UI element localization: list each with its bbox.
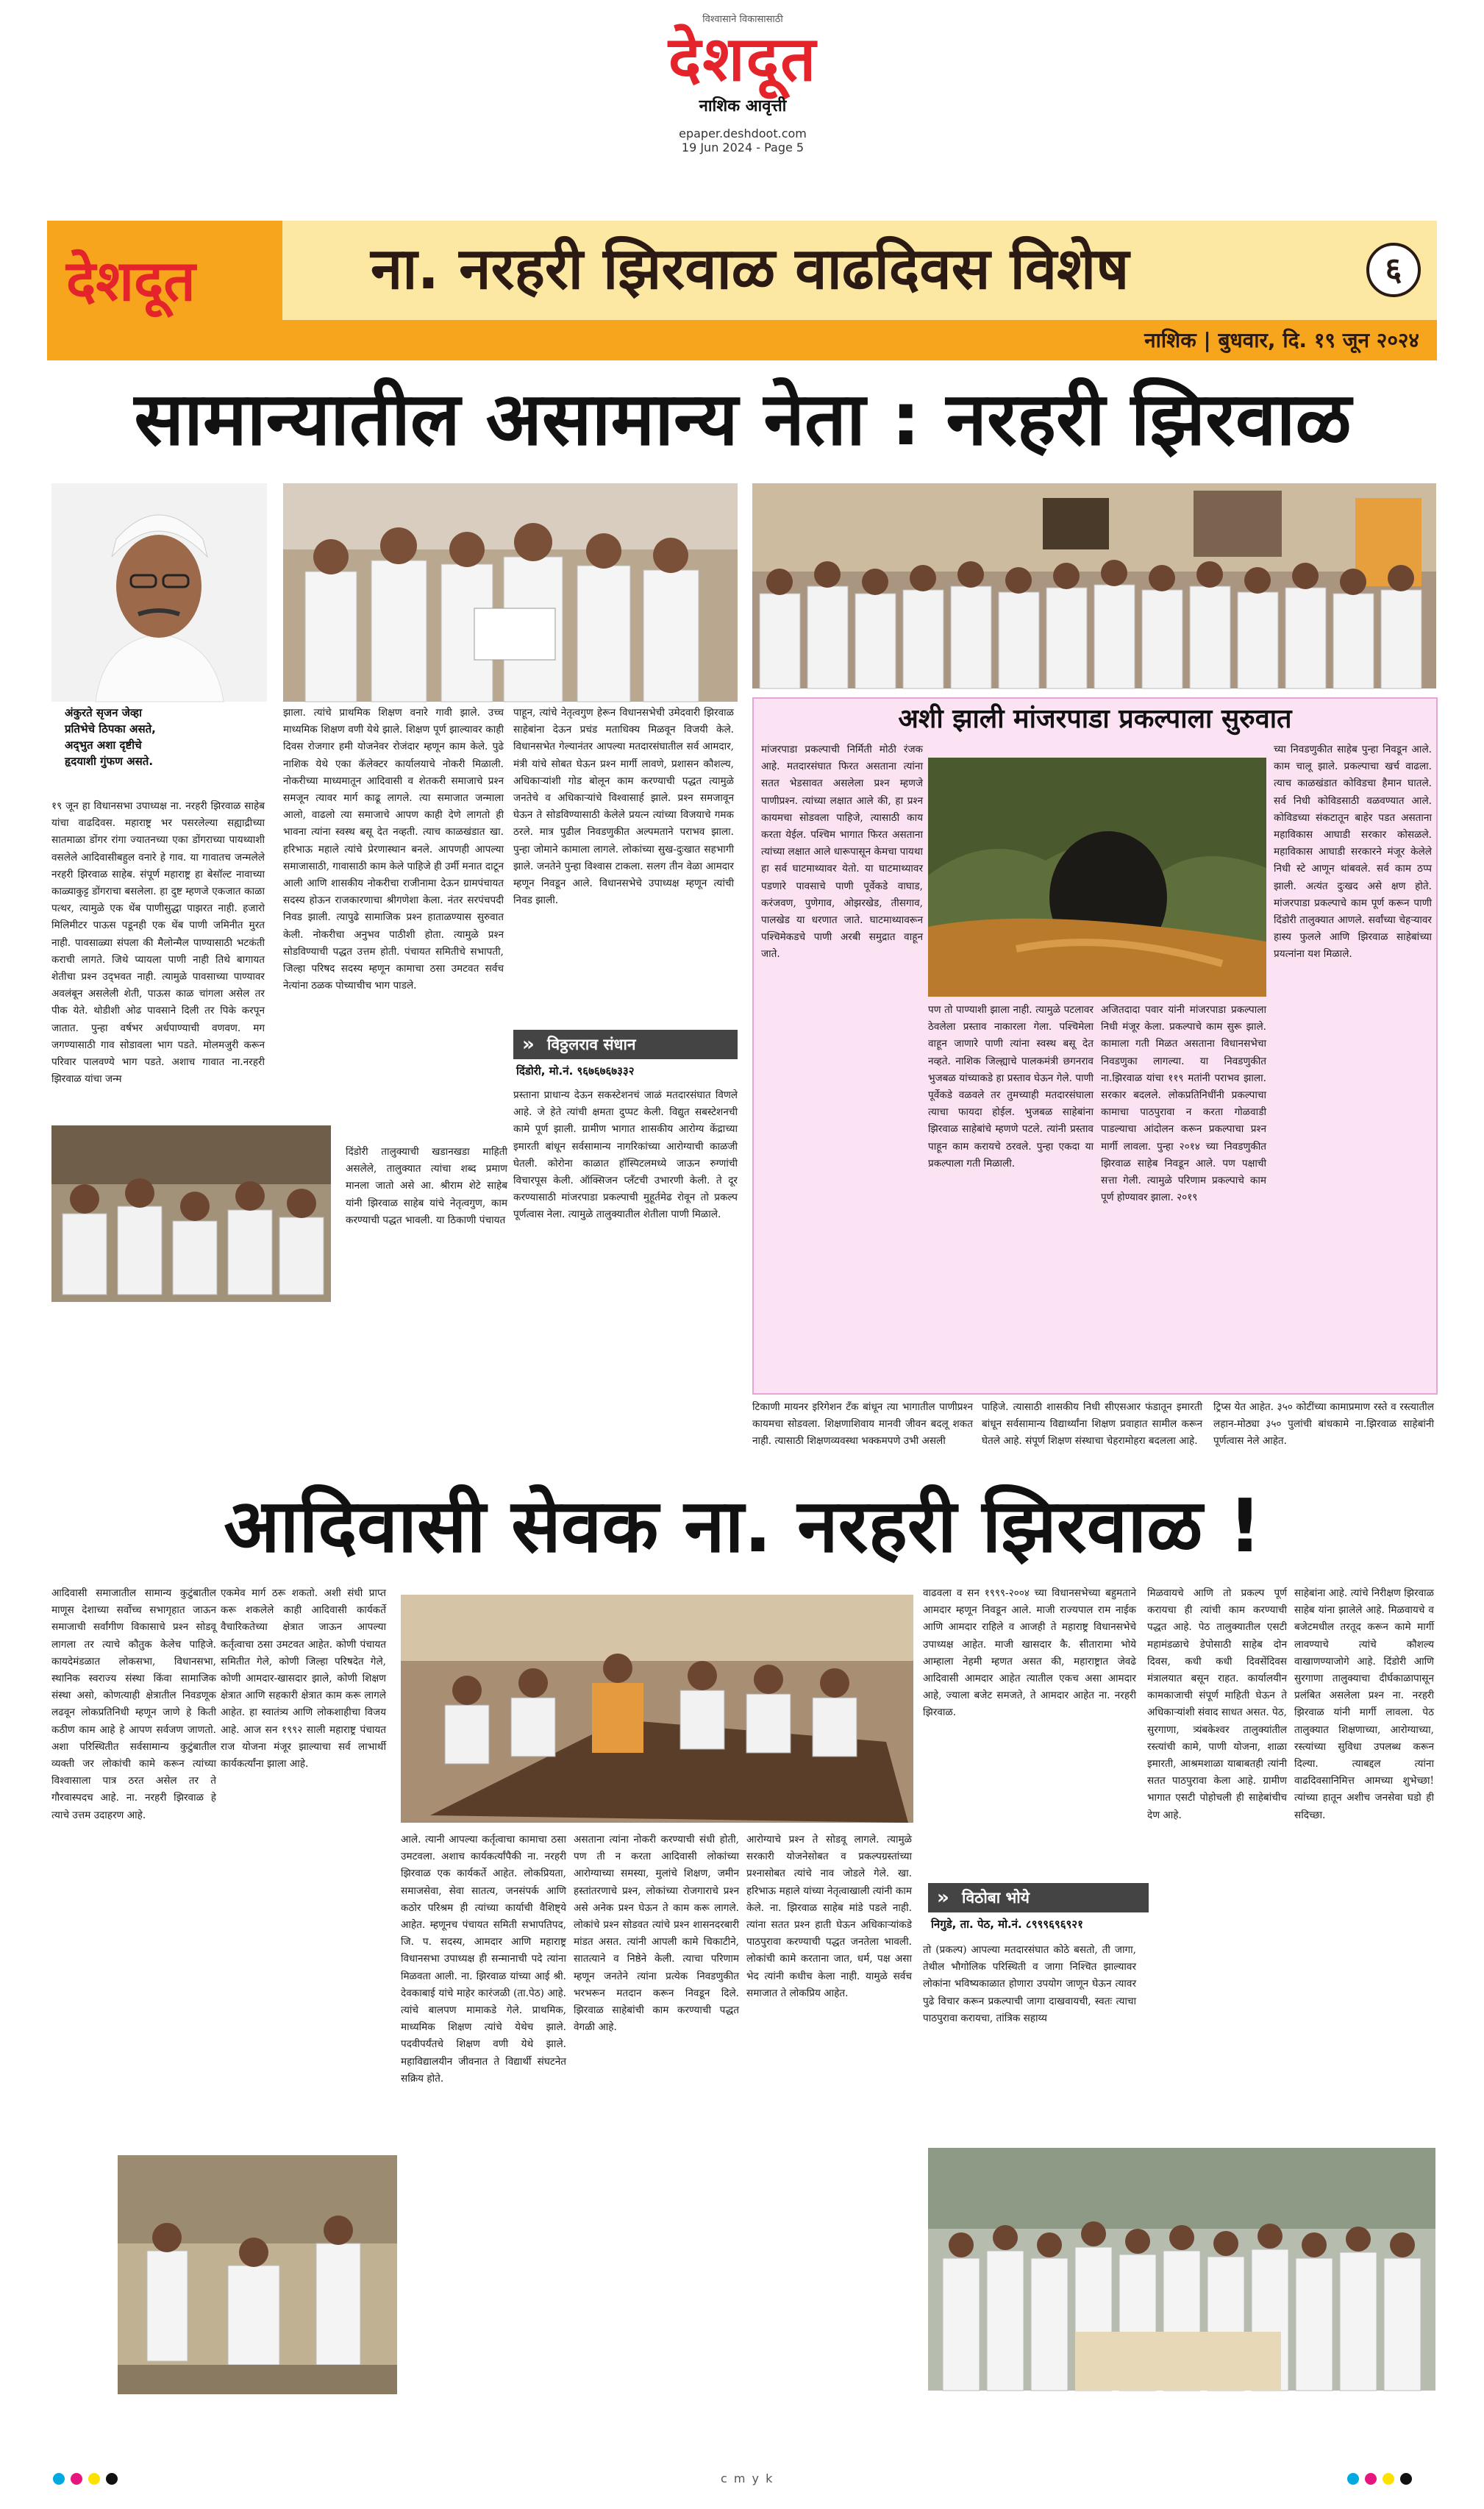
article1-text: १९ जून हा विधानसभा उपाध्यक्ष ना. नरहरी झिरवाळ साहेब यांचा वाढदिवस. महाराष्ट्र भर पसरलेल्या सह्याद्रीच्या सातमाळा डोंगर रांगा ज्यातनच्या एका डोंगराच्या पायथ्याशी वसलेले आदिवासीबहुल वनारे हे गाव. या गावातच जन्मलेले नरहरी झिरवाळ साहेब. संपूर्ण महाराष्ट्र हा बेसॉल्ट नावाच्या काळ्याकुट्ट डोंगराचा बसलेला. हा दुष्ट म्हणजे एकजात काळा पत्थर, त्यामुळे एक थेंब पाणीसुद्धा पाझरत नाही. हजारो मिलिमीटर पाऊस पडूनही एक थेंब पाणी जमिनीत मुरत नाही. पावसाळ्या संपला की मैलोन्मैल पाण्यासाठी भटकंती कराची लागते. जिथे प्यायला पाणी नाही तिथे बागायत शेतीचा प्रश्‍न उद्‌भवत नाही. त्यामुळे पावसाच्या पाण्यावर अवलंबून असलेली शेती, पाऊस काळ चांगला असेल तर पीक येते. थोडीशी ओढ पावसाने दिली तर पिके करपून जातात. पुन्हा वर्षभर अर्धपाण्याची वणवण. मग जगण्यासाठी गाव सोडावला भाग पडते. मोलमजुरी करून परिवार पालवण्ये भाग पडते. अशाच गावात ना.नरहरी झिरवाळ यांचा जन्म (51, 800, 265, 1086)
banner-dateline: नाशिक | बुधवार, दि. १९ जून २०२४ (1144, 328, 1419, 352)
color-dot-yellow (1383, 2473, 1394, 2485)
double-chevron-icon: » (937, 1887, 949, 1909)
article1-text: टिकाणी मायनर इरिगेशन टँक बांधून त्या भागातील पाणीप्रश्‍न कायमचा सोडवला. शिक्षणाशिवाय मानवी जीवन बदलू शकत नाही. त्यासाठी शिक्षणव्यवस्था भक्कमपणे उभी असली (752, 1401, 973, 1448)
box-col4 (1274, 741, 1432, 1389)
article1-col2 (283, 705, 504, 1124)
article2-col2 (221, 1585, 386, 1784)
article2-col7 (1147, 1585, 1287, 2144)
banner-logo: देशदूत (66, 248, 196, 313)
photo-tunnel (928, 758, 1266, 997)
masthead-logo: देशदूत (668, 22, 818, 95)
color-dot-black (106, 2473, 118, 2485)
byline-name: विठोबा भोये (962, 1889, 1030, 1907)
banner-title: ना. नरहरी झिरवाळ वाढदिवस विशेष (371, 236, 1130, 302)
color-dot-cyan (1347, 2473, 1359, 2485)
article2-col6a (923, 1585, 1136, 1879)
article2-col3 (401, 1832, 566, 2391)
article2-col6b (923, 1942, 1136, 2140)
article1-text: दिंडोरी तालुक्याची खडानखडा माहिती असलेले, तालुक्यात त्यांचा शब्द प्रमाण मानला जातो असे आ. श्रीराम शेटे साहेब यांनी झिरवाळ साहेब यांचे नेतृत्वगुण, काम करण्याची पद्धत भावली. या ठिकाणी पंचायत (346, 1146, 507, 1226)
article2-text: असताना त्यांना नोकरी करण्याची संधी होती, पण ती न करता आदिवासी लोकांच्या आरोग्याच्या समस्या, मुलांचे शिक्षण, जमीन हस्तांतरणाचे प्रश्‍न, लोकांच्या रोजगाराचे प्रश्‍न असे अनेक प्रश्‍न घेऊन ते काम करू लागले. लोकांचे प्रश्‍न सोडवत त्यांचे प्रश्‍न शासनदरबारी मांडत असत. त्यांनी आपली कामे चिकाटीने, सातत्याने व निष्ठेने केली. त्याचा परिणाम म्हणून जनतेने त्यांना प्रत्येक निवडणुकीत भरभरून मतदान करून निवडून दिले. झिरवाळ साहेबांची काम करण्याची पद्धत वेगळी आहे. (574, 1834, 739, 2034)
portrait-caption-line: अंकुरते सृजन जेव्हा (65, 706, 143, 719)
photo-villagers-meeting (51, 1125, 331, 1302)
article1-col3b (513, 1087, 738, 1455)
page-number: ६ (1385, 251, 1402, 288)
article2-text: तो (प्रकल्प) आपल्या मतदारसंघात कोठे बसतो, ती जागा, तेथील भौगोलिक परिस्थिती व जागा निश्चित झाल्यावर लोकांना भविष्यकाळात होणारा उपयोग जाणून घेऊन त्यावर पुढे विचार करून प्रकल्पाची जागा दाखवायची, स्वतः त्याचा पाठपुरावा करायचा, तांत्रिक सहाय्य (923, 1944, 1136, 2024)
byline-name-bar (513, 1030, 738, 1059)
cmyk-label: c m y k (721, 2471, 774, 2485)
byline-place: दिंडोरी, मो.नं. ९६७६७६७३३२ (516, 1064, 635, 1078)
color-dot-magenta (71, 2473, 82, 2485)
article1-text: ट्रिप्स येत आहेत. ३५० कोटींच्या कामाप्रमाण रस्ते व रस्त्यातील लहान-मोठ्या ३५० पुलांची बांधकामे ना.झिरवाळ साहेबांनी पूर्णत्वास नेले आहेत. (1213, 1401, 1434, 1448)
byline-name: विठ्ठलराव संधान (547, 1036, 636, 1053)
article2-text: आरोग्याचे प्रश्‍न ते सोडवू लागले. त्यामुळे सरकारी योजनेसोबत व प्रकल्पग्रस्तांच्या प्रश्‍नासोबत त्यांचे नाव जोडले गेले. खा. हरिभाऊ महाले यांच्या नेतृत्वाखाली त्यांनी काम केले. ना. झिरवाळ साहेब मांडे पडले नाही. त्यांना सतत प्रश्‍न हाती घेऊन अधिकाऱ्यांकडे पाठपुरावा करण्याची पद्धत जनतेला भावली. लोकांची कामे करताना जात, धर्म, पक्ष असा भेद त्यांनी कधीच केला नाही. यामुळे सर्वच समाजात ते लोकप्रिय आहेत. (746, 1834, 912, 1999)
article2-col5 (746, 1832, 912, 2391)
article2-text: साहेबांना आहे. त्यांचे निरीक्षण झिरवाळ साहेब यांना झालेले आहे. मिळवायचे व बजेटमधील तरतूद करून कामे मार्गी लावण्याचे त्यांचे कौशल्य वाखाणण्याजोगे आहे. दिंडोरी आणि सुरगाणा तालुक्याचा दीर्घकाळापासून प्रलंबित असलेला प्रश्‍न ना. नरहरी झिरवाळ यांनी मार्गी लावला. पेठ तालुक्यात शिक्षणाच्या, आरोग्याच्या, रस्त्यांच्या सुविधा उपलब्ध करून दिल्या. त्याबद्दल त्यांना वाढदिवसानिमित्त आमच्या शुभेच्छा! त्यांच्या हातून अशीच जनसेवा घडो ही सदिच्छा. (1294, 1587, 1434, 1821)
masthead-date-page: 19 Jun 2024 - Page 5 (681, 140, 805, 154)
article2-col1 (51, 1585, 216, 2152)
color-dot-yellow (88, 2473, 100, 2485)
article2-text: मिळवायचे आणि तो प्रकल्प पूर्ण करायचा ही त्यांची काम करण्याची पद्धत आहे. पेठ तालुक्यातील एसटी महामंडळाचे डेपोसाठी साहेब दोन दिवस, कधी कधी दिवसेंदिवस मंत्रालयात बसून राहत. कार्यालयीन कामकाजाची संपूर्ण माहिती घेऊन ते अधिकाऱ्यांशी संवाद साधत असत. पेठ, सुरगाणा, त्र्यंबकेश्वर तालुक्यांतील रस्त्यांची कामे, पाणी योजना, शाळा इमारती, आश्रमशाळा याबाबतही त्यांनी सतत पाठपुरावा केला आहे. ग्रामीण भागात एसटी पोहोचली ही साहेबांचीच देण आहे. (1147, 1587, 1287, 1821)
box-text: मांजरपाडा प्रकल्पाची निर्मिती मोठी रंजक आहे. मतदारसंघात फिरत असताना त्यांना सतत भेडसावत असलेला प्रश्‍न म्हणजे पाणीप्रश्‍न. त्यांच्या लक्षात आले की, हा प्रश्‍न कायमचा सोडवला पाहिजे, त्यासाठी काय करता येईल. पश्चिम भागात फिरत असताना त्यांच्या लक्षात आले धारूपासून केमचा पायथा हा सर्व घाटमाथ्यावर येतो. या घाटमाथ्यावर पडणारे पावसाचे पाणी पूर्वेकडे वाघाड, करंजवण, पुणेगाव, ओझरखेड, तीसगाव, पालखेड या धरणात जाते. घाटमाथ्यावरून पश्चिमेकडचे पाणी अरबी समुद्रात वाहून जाते. (761, 744, 923, 961)
color-dot-cyan (53, 2473, 65, 2485)
portrait-caption (65, 705, 263, 769)
box-text: च्या निवडणुकीत साहेब पुन्हा निवडून आले. काम चालू झाले. प्रकल्पाचा खर्च वाढला. त्याच काळखंडात कोविडचा हैमान घातले. सर्व निधी कोविडसाठी वळवण्यात आले. कोविडच्या संकटातून बाहेर पडत असताना महाविकास आघाडी सरकार कोसळले. महाविकास आघाडी सरकारने मंजूर केलेले निधी स्टे आणून थांबवले. सर्व काम ठप्प झाली. अत्यंत दुःखद असे क्षण होते. मांजरपाडा प्रकल्पाचे काम पूर्ण करून पाणी दिंडोरी तालुक्यात आणले. सर्वांच्या चेहऱ्यावर हास्य फुलले आणि झिरवाळ साहेबांच्या प्रयत्नांना यश मिळाले. (1274, 744, 1432, 961)
byline-top (513, 1030, 738, 1086)
article2-text: वाढवला व सन १९९९-२००४ च्या विधानसभेच्या बहुमताने आमदार म्हणून निवडून आले. माजी राज्यपाल राम नाईक आणि आमदार राहिले व आजही ते महाराष्ट्र विधानसभेचे उपाध्यक्ष आहेत. माजी खासदार कै. सीतारामा भोये आम्हाला नेहमी म्हणत असत की, महाराष्ट्रात जेवढे आदिवासी आमदार आहेत त्यातील एकच असा आमदार आहे, ज्याला बजेट समजते, ते आमदार आहेत ना. नरहरी झिरवाळ. (923, 1587, 1136, 1719)
portrait-caption-line: प्रतिभेचे ठिपका असते, (65, 722, 156, 736)
portrait-caption-line: अद्‌भुत अशा दृष्टीचे (65, 739, 142, 752)
group-photo-meeting (283, 483, 738, 702)
photo-group-felicitation (928, 2148, 1435, 2391)
photo-conference-meeting (401, 1595, 913, 1823)
article2-col8 (1294, 1585, 1434, 2144)
masthead-tagline: विश्वासाने विकासासाठी (702, 14, 783, 25)
color-dot-black (1400, 2473, 1412, 2485)
article2-text: आले. त्यानी आपल्या कर्तृत्वाचा कामाचा ठसा उमटवला. अशाच कार्यकर्त्यांपैकी ना. नरहरी झिरवाळ एक कार्यकर्ते आहेत. लोकप्रियता, समाजसेवा, सेवा सातत्य, जनसंपर्क आणि कठोर परिश्रम ही त्यांच्या कार्याची वैशिष्ट्ये आहेत. म्हणूनच पंचायत समिती सभापतिपद, जि. प. सदस्य, आमदार आणि महाराष्ट्र विधानसभा उपाध्यक्ष ही सन्मानाची पदे त्यांना मिळवता आली. ना. झिरवाळ यांच्या आई श्री. देवकाबाई यांचे माहेर कारंजळी (ता.पेठ) आहे. त्यांचे बालपण मामाकडे गेले. प्राथमिक, माध्यमिक शिक्षण त्यांचे येथेच झाले. पदवीपर्यंतचे शिक्षण वणी येथे झाले. महाविद्यालयीन जीवनात ते विद्यार्थी संघटनेत सक्रिय होते. (401, 1834, 566, 2085)
masthead (515, 7, 971, 162)
banner-title-strip (282, 221, 1437, 320)
article1-col2b (346, 1144, 507, 1320)
article2-text: आदिवासी समाजातील सामान्य कुटुंबातील माणूस देशाच्या सर्वोच्च सभागृहात जाऊन समाजाची सर्वांगीण विकासाचे प्रश्‍न सोडवू लागला तर त्याचे कौतुक केलेच पाहिजे. कायदेमंडळात लोकसभा, विधानसभा, स्थानिक स्वराज्य संस्था किंवा सामाजिक संस्था असो, कोणत्याही क्षेत्रातील निवडणूक लढवून लोकप्रतिनिधी म्हणून जाणे हे किती कठीण काम आहे हे आपण सर्वजण जाणतो. अशा परिस्थितीत सर्वसामान्य कुटुंबातील व्यक्ती जर लोकांची कामे करून त्यांच्या विश्वासाला पात्र ठरत असेल तर ते गौरवास्पदच आहे. ना. नरहरी झिरवाळ हे त्याचे उत्तम उदाहरण आहे. (51, 1587, 216, 1821)
special-banner (47, 221, 1437, 360)
box-col2 (928, 1002, 1094, 1386)
article1-text: प्रस्ताना प्राधान्य देऊन सकस्टेशनचं जाळं मतदारसंघात विणले आहे. जे हेते त्यांची क्षमता दुप्पट केली. विद्युत सबस्टेशनची कामे पूर्ण झाली. ग्रामीण भागात शासकीय आरोग्य केंद्राच्या इमारती बांधून सर्वसामान्य नागरिकांच्या आरोग्याची काळजी घेतली. कोरोना काळात हॉस्पिटलमध्ये जाऊन रुग्णांची विचारपूस केली. ऑक्सिजन प्लॅंटची उभारणी केली. ते दूर करण्यासाठी मांजरपाडा प्रकल्पाची मुहूर्तमेढ रोवून तो प्रकल्प पूर्णत्वास नेला. त्यामुळे तालुक्यातील शेतीला पाणी मिळाले. (513, 1089, 738, 1221)
box-text: पण तो पाण्याशी झाला नाही. त्यामुळे पटलावर ठेवलेला प्रस्ताव नाकारला गेला. पश्चिमेला वाहून जाणारे पाणी त्यांना स्वस्थ बसू देत नव्हते. नाशिक जिल्ह्याचे पालकमंत्री छगनराव भुजबळ यांच्याकडे हा प्रस्ताव घेऊन गेले. पाणी पूर्वेकडे वळवले तर तुमच्याही मतदारसंघाला त्याचा फायदा होईल. भुजबळ साहेबांना झिरवाळ साहेबांचे म्हणणे पटले. त्यांनी प्रस्ताव पाहून काम करायचे ठरवले. पुन्हा एकदा या प्रकल्पाला गती मिळाली. (928, 1004, 1094, 1170)
footer-registration (0, 2457, 1484, 2501)
box-title: अशी झाली मांजरपाडा प्रकल्पाला सुरुवात (898, 704, 1292, 734)
page-number-badge (1366, 243, 1421, 297)
article1-col3 (513, 705, 734, 1028)
article1-bottom1 (752, 1399, 973, 1469)
group-photo-office (752, 483, 1436, 688)
portrait-photo (51, 483, 267, 702)
byline-place: निगुडे, ता. पेठ, मो.नं. ८९९९६९६९२१ (931, 1918, 1083, 1931)
article1-text: पाहून, त्यांचे नेतृत्वगुण हेरून विधानसभेची उमेदवारी झिरवाळ साहेबांना देऊन प्रचंड मताधिक्य मिळवून विजयी केले. विधानसभेत गेल्यानंतर आपल्या मतदारसंघातील सर्व आमदार, मंत्री यांचे सोबत घेऊन प्रश्‍न मार्गी लावणे, प्रशासन कौशल्य, अधिकाऱ्यांशी गोड बोलून काम करण्याची पद्धत त्यामुळे जनतेचे व अधिकाऱ्यांचे विश्वासार्ह झाले. प्रश्‍न समजावून घेऊन ते सोडविण्यासाठी केलेले प्रयत्न त्यांच्या विजयाचे गमक ठरले. मात्र पुढील निवडणुकीत अल्पमताने पराभव झाला. पुन्हा जोमाने कामाला लागले. लोकांच्या सुख-दुःखात सहभागी झाले. जनतेने पुन्हा विश्वास टाकला. सलग तीन वेळा आमदार म्हणून निवडून आले. विधानसभेचे उपाध्यक्ष म्हणून त्यांची निवड झाली. (513, 707, 734, 907)
color-dot-magenta (1365, 2473, 1377, 2485)
article1-text: पाहिजे. त्यासाठी शासकीय निधी सीएसआर फंडातून इमारती बांधून सर्वसामान्य विद्यार्थ्यांना शिक्षण प्रवाहात सामील करून घेतले आहे. संपूर्ण शिक्षण संस्थाचा चेहरामोहरा बदलला आहे. (982, 1401, 1202, 1448)
headline-bottom: आदिवासी सेवक ना. नरहरी झिरवाळ ! (224, 1483, 1262, 1569)
double-chevron-icon: » (522, 1033, 535, 1056)
banner-logo-box (47, 221, 282, 360)
article2-col4 (574, 1832, 739, 2391)
article1-text: झाला. त्यांचे प्राथमिक शिक्षण वनारे गावी झाले. उच्च माध्यमिक शिक्षण वणी येथे झाले. शिक्षण पूर्ण झाल्यावर काही दिवस रोजगार हमी योजनेवर रोजंदार म्हणून काम केले. पुढे नाशिक येथे एका कॅलेक्टर कार्यालयाचे नोकरी मिळाली. नोकरीच्या माध्यमातून आदिवासी व शेतकरी समाजाचे प्रश्‍न समजून त्यावर मार्ग काढू लागले. त्या समाजात जन्माला आलो, वाढलो त्या समाजाचे आपण काही देणे लागतो ही भावना त्यांना स्वस्थ बसू देत नव्हती. त्याच काळखंडात खा. हरिभाऊ महाले त्यांचे प्रेरणास्थान बनले. आपणही आपल्या समाजासाठी, गावासाठी काम केले पाहिजे ही उर्मी मनात दाटून आली आणि शासकीय नोकरीचा राजीनामा देऊन ग्रामपंचायत सदस्य होऊन राजकारणाचा श्रीगणेशा केला. नंतर सरपंचपदी निवड झाली. त्यापुढे सामाजिक प्रश्‍न हाताळण्यास सुरुवात केली. नोकरीचा अनुभव पाठीशी होता. त्यामुळे प्रश्‍न सोडविण्याची पद्धत उत्तम होती. पंचायत समितीचे सभापती, जिल्हा परिषद सदस्य म्हणून कामाचा ठसा उमटवत सर्वच नेत्यांना ठळक पोच्याचीच भाग पाडले. (283, 707, 504, 992)
box-col3 (1101, 1002, 1266, 1386)
headline-top: सामान्यातील असामान्य नेता : नरहरी झिरवाळ (134, 376, 1352, 462)
masthead-site[interactable]: epaper.deshdoot.com (679, 127, 807, 140)
byline-name-bar (928, 1883, 1149, 1912)
masthead-edition: नाशिक आवृत्ती (699, 97, 787, 115)
box-col1 (761, 741, 923, 961)
article2-text: एकमेव मार्ग ठरू शकतो. अशी संधी प्राप्त करू शकलेले काही आदिवासी कार्यकर्ते वैचारिकतेच्या क्षेत्रात जाऊन आपल्या कर्तृत्वाचा ठसा उमटवत आहेत. कोणी पंचायत समितीत गेले, कोणी जिल्हा परिषदेत गेले, कोणी आमदार-खासदार झाले, कोणी शिक्षण क्षेत्रात आणि सहकारी क्षेत्रात काम करू लागले आहेत. हा स्वातंत्र्य आणि लोकशाहीचा विजय आहे. आज सन १९९२ साली महाराष्ट्र पंचायत राज योजना मंजूर झाल्याचा सर्व लाभार्थी कार्यकर्त्यांना झाला आहे. (221, 1587, 386, 1770)
byline-bottom (928, 1883, 1149, 1939)
article1-bottom3 (1213, 1399, 1434, 1469)
box-text: अजितदादा पवार यांनी मांजरपाडा प्रकल्पाला निधी मंजूर केला. प्रकल्पाचे काम सुरू झाले. कामाला गती मिळत असताना विधानसभेचा निवडणुका लागल्या. या निवडणुकीत ना.झिरवाळ यांचा ११९ मतांनी पराभव झाला. सरकार बदलले. लोकप्रतिनिधींनी प्रकल्पाचा कामाचा पाठपुरावा न करता गोळवाडी पाडल्याचा आंदोलन करून प्रकल्पाचा प्रश्‍न मार्गी लावला. पुन्हा २०१४ च्या निवडणुकीत झिरवाळ साहेब निवडून आले. पण पक्षाची सत्ता गेली. त्यामुळे परिणाम प्रकल्पाचे काम पूर्ण होण्यावर झाला. २०१९ (1101, 1004, 1266, 1204)
article1-bottom2 (982, 1399, 1202, 1469)
photo-welcome-ceremony (118, 2155, 397, 2394)
box-col1-cont (761, 846, 923, 1389)
portrait-caption-line: हृदयाशी गुंफण असते. (65, 755, 154, 768)
